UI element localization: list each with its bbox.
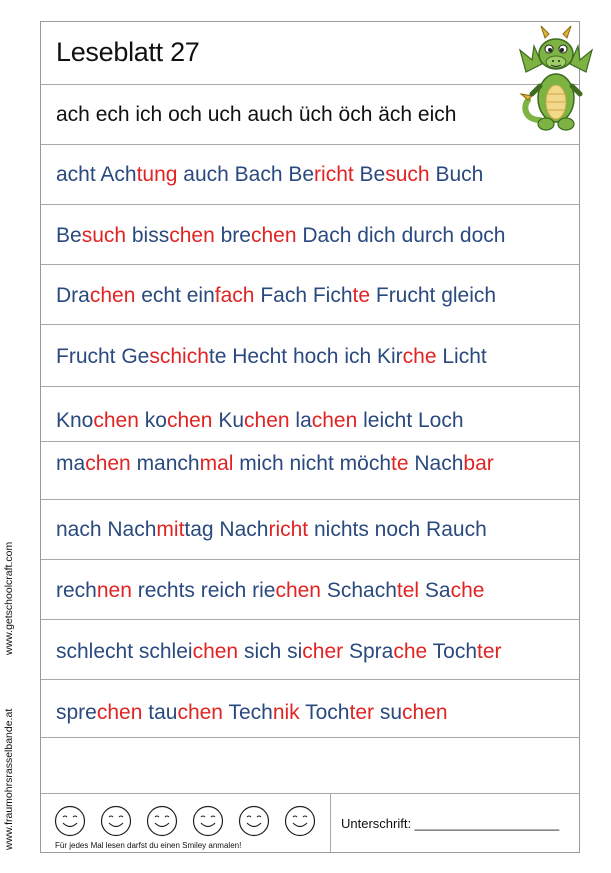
highlighted-syllable: fach: [214, 284, 255, 307]
highlighted-syllable: chen: [275, 579, 321, 602]
highlighted-syllable: tung: [136, 163, 178, 186]
word-segment: ko: [138, 409, 167, 432]
line-text: [56, 579, 484, 603]
line-text: [56, 163, 483, 187]
word-segment: nach Nach: [56, 518, 157, 541]
word-segment: rechts reich rie: [131, 579, 276, 602]
empty-line: [41, 738, 579, 794]
word-segment: Schach: [321, 579, 397, 602]
highlighted-syllable: mal: [199, 452, 234, 475]
reading-line: [41, 325, 579, 387]
reading-line: [41, 442, 579, 500]
word-segment: nichts noch Rauch: [308, 518, 487, 541]
highlighted-syllable: chen: [311, 409, 358, 432]
word-segment: Licht: [436, 345, 487, 368]
word-segment: Spra: [343, 640, 394, 663]
word-segment: Fach Fich: [254, 284, 353, 307]
word-segment: Be: [353, 163, 386, 186]
word-segment: Buch: [429, 163, 484, 186]
reading-line: [41, 85, 579, 145]
highlighted-syllable: chen: [85, 452, 131, 475]
highlighted-syllable: such: [81, 224, 127, 247]
highlighted-syllable: chen: [93, 409, 139, 432]
highlighted-syllable: such: [385, 163, 430, 186]
reading-line: [41, 145, 579, 205]
word-segment: echt ein: [135, 284, 215, 307]
line-text: [56, 409, 464, 433]
word-segment: Tech: [222, 701, 273, 724]
word-segment: rech: [56, 579, 97, 602]
word-segment: Kno: [56, 409, 94, 432]
highlighted-syllable: nik: [272, 701, 300, 724]
word-segment: spre: [56, 701, 97, 724]
highlighted-syllable: chen: [169, 224, 215, 247]
page-title: Leseblatt 27: [56, 37, 200, 67]
smiley-caption: Für jedes Mal lesen darfst du einen Smiley anmalen!: [55, 841, 242, 850]
highlighted-syllable: te: [391, 452, 409, 475]
reading-line: [41, 560, 579, 620]
line-text: [56, 452, 494, 476]
highlighted-syllable: bar: [463, 452, 494, 475]
word-segment: Be: [56, 224, 82, 247]
highlighted-syllable: chen: [192, 640, 239, 663]
highlighted-syllable: tel: [396, 579, 420, 602]
smiley-face-icon[interactable]: [100, 805, 132, 837]
word-segment: Dach dich durch doch: [296, 224, 506, 247]
dragon-icon: [518, 24, 594, 142]
word-segment: te Hecht hoch ich Kir: [208, 345, 403, 368]
word-segment: tau: [142, 701, 178, 724]
word-segment: schlecht schlei: [56, 640, 193, 663]
highlighted-syllable: che: [402, 345, 437, 368]
line-text: [56, 701, 448, 725]
highlighted-syllable: che: [393, 640, 428, 663]
footer: [41, 794, 579, 852]
highlighted-syllable: mit: [156, 518, 185, 541]
website-credit-2: www.fraumohrsrasselbande.at: [3, 708, 15, 850]
highlighted-syllable: ter: [349, 701, 375, 724]
smiley-face-icon[interactable]: [192, 805, 224, 837]
line-text: [56, 224, 505, 248]
signature-field[interactable]: Unterschrift: ____________________: [341, 816, 560, 831]
word-segment: Nach: [408, 452, 464, 475]
word-segment: manch: [130, 452, 200, 475]
reading-line: [41, 387, 579, 442]
smiley-face-icon[interactable]: [146, 805, 178, 837]
word-segment: acht Ach: [56, 163, 137, 186]
highlighted-syllable: te: [352, 284, 371, 307]
word-segment: ma: [56, 452, 86, 475]
highlighted-syllable: chen: [250, 224, 297, 247]
smiley-face-icon[interactable]: [284, 805, 316, 837]
smiley-face-icon[interactable]: [54, 805, 86, 837]
word-segment: sich si: [238, 640, 303, 663]
word-segment: auch Bach Be: [177, 163, 315, 186]
reading-line: [41, 620, 579, 680]
smiley-area: [41, 794, 331, 852]
reading-sheet: [40, 21, 580, 853]
smiley-face-icon[interactable]: [238, 805, 270, 837]
word-segment: Dra: [56, 284, 90, 307]
word-segment: Toch: [427, 640, 478, 663]
word-segment: mich nicht möch: [233, 452, 392, 475]
line-text: [56, 103, 456, 127]
highlighted-syllable: chen: [89, 284, 136, 307]
highlighted-syllable: richt: [314, 163, 354, 186]
word-segment: bre: [214, 224, 251, 247]
reading-line: [41, 205, 579, 265]
word-segment: Ku: [212, 409, 245, 432]
highlighted-syllable: nen: [96, 579, 132, 602]
line-text: [56, 518, 487, 542]
word-segment: Frucht gleich: [370, 284, 497, 307]
highlighted-syllable: schich: [149, 345, 209, 368]
word-segment: leicht Loch: [357, 409, 464, 432]
website-credit-1: www.getschoolcraft.com: [3, 541, 15, 655]
highlighted-syllable: chen: [166, 409, 213, 432]
word-segment: ach ech ich och uch auch üch öch äch eich: [56, 103, 457, 126]
word-segment: biss: [126, 224, 170, 247]
line-text: [56, 345, 487, 369]
word-segment: Frucht Ge: [56, 345, 150, 368]
word-segment: la: [289, 409, 312, 432]
line-text: [56, 284, 496, 308]
word-segment: su: [374, 701, 403, 724]
word-segment: tag Nach: [184, 518, 269, 541]
reading-line: [41, 265, 579, 325]
highlighted-syllable: chen: [402, 701, 448, 724]
highlighted-syllable: che: [450, 579, 485, 602]
line-text: [56, 640, 502, 664]
highlighted-syllable: chen: [244, 409, 290, 432]
highlighted-syllable: richt: [268, 518, 309, 541]
header-row: [41, 22, 579, 85]
highlighted-syllable: ter: [477, 640, 502, 663]
word-segment: Sa: [419, 579, 451, 602]
reading-line: [41, 680, 579, 738]
reading-line: [41, 500, 579, 560]
word-segment: Toch: [299, 701, 350, 724]
highlighted-syllable: cher: [302, 640, 344, 663]
highlighted-syllable: chen: [96, 701, 143, 724]
highlighted-syllable: chen: [177, 701, 223, 724]
